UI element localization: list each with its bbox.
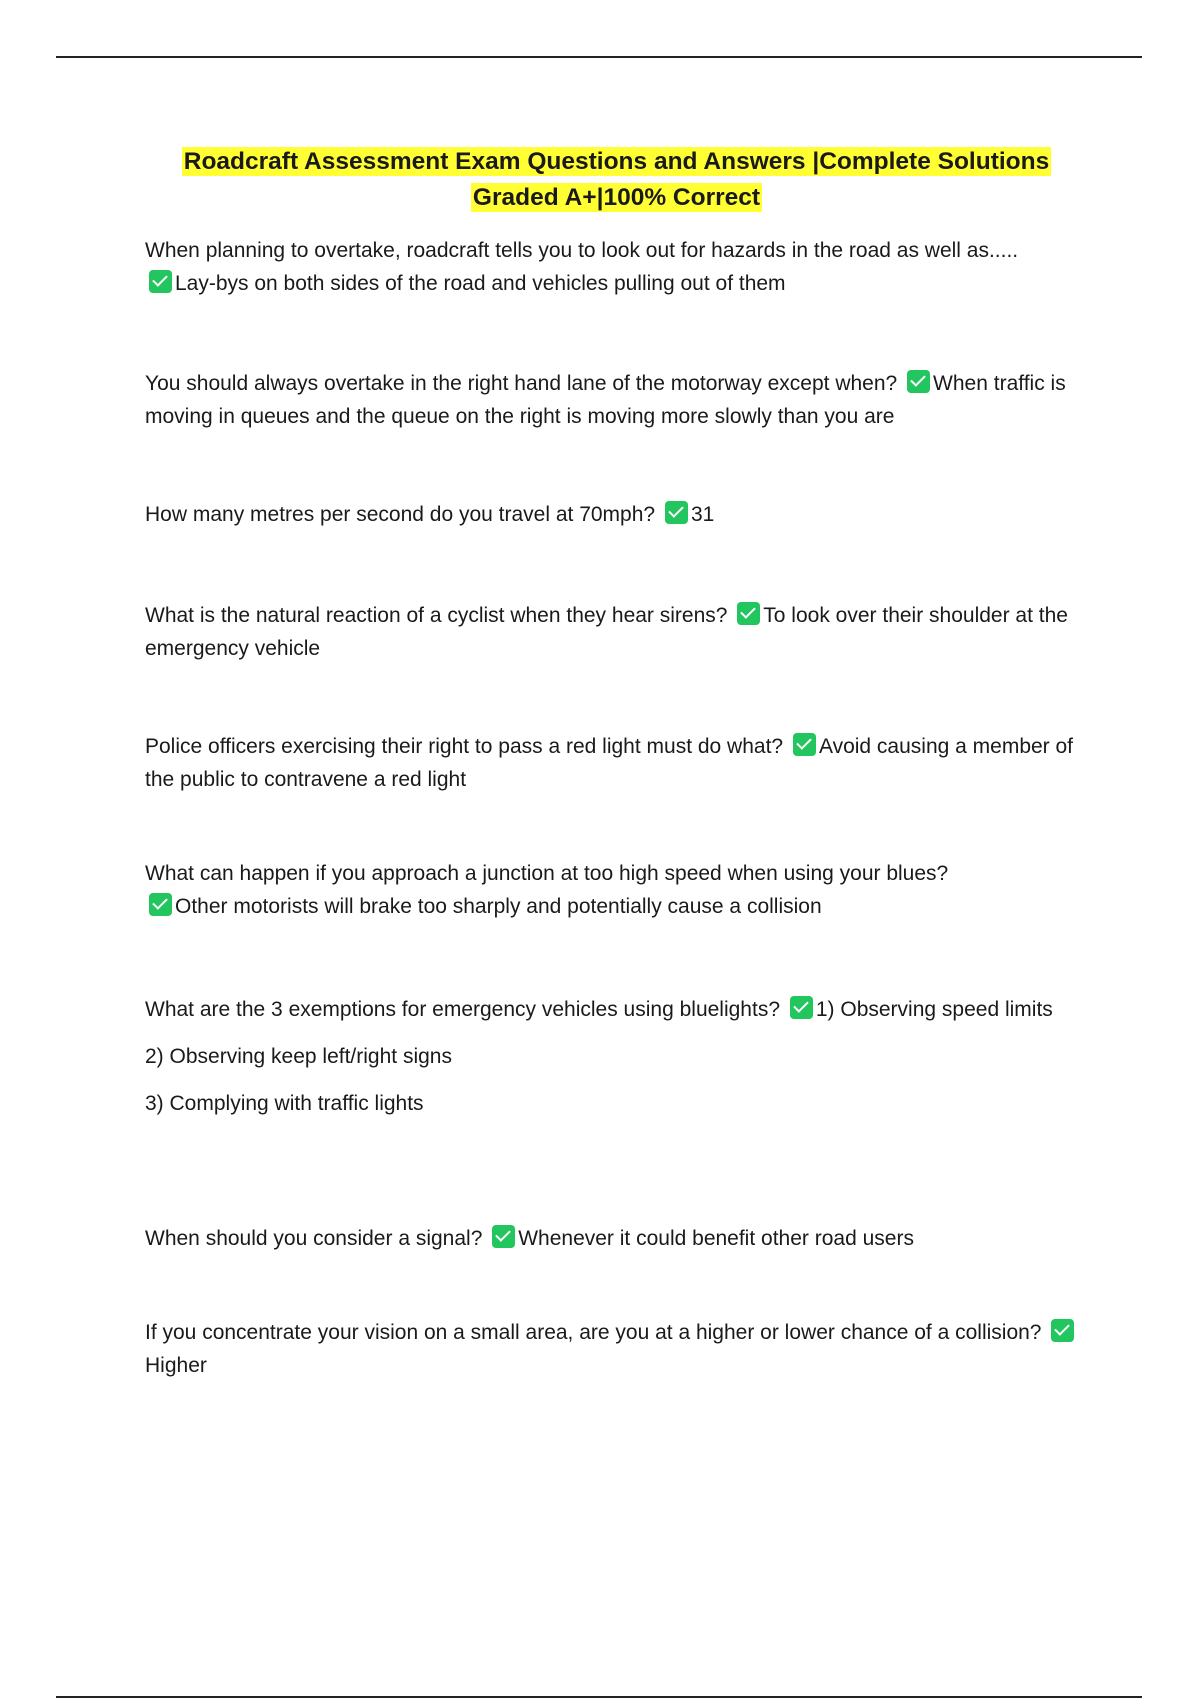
check-icon: [149, 893, 172, 916]
question-text: You should always overtake in the right hand lane of the motorway except when?: [145, 372, 898, 395]
qa-item: [145, 1222, 1095, 1255]
question-text: What is the natural reaction of a cyclist when they hear sirens?: [145, 604, 728, 627]
answer-text: 1) Observing speed limits: [815, 998, 1053, 1021]
question-text: How many metres per second do you travel at 70mph?: [145, 503, 656, 526]
check-icon: [790, 996, 813, 1019]
qa-item: [145, 993, 1095, 1120]
answer-text: Avoid causing a member of the public to contravene a red light: [145, 735, 1074, 791]
qa-item: [145, 498, 1095, 531]
answer-text: When traffic is moving in queues and the queue on the right is moving more slowly than you are: [145, 372, 1066, 428]
check-icon: [492, 1225, 515, 1248]
qa-item: [145, 857, 1095, 923]
question-text: When planning to overtake, roadcraft tells you to look out for hazards in the road as well as.....: [145, 239, 1019, 262]
answer-text: Higher: [145, 1354, 207, 1377]
answer-text: 31: [690, 503, 715, 526]
title-line-2: Graded A+|100% Correct: [472, 184, 761, 211]
qa-item: [145, 599, 1095, 665]
check-icon: [149, 270, 172, 293]
qa-item: [145, 367, 1095, 433]
answer-text: To look over their shoulder at the emergency vehicle: [145, 604, 1068, 660]
answer-extra-line: 2) Observing keep left/right signs: [145, 1045, 452, 1068]
qa-item: [145, 1316, 1095, 1382]
check-icon: [737, 602, 760, 625]
bottom-rule: [56, 1696, 1142, 1698]
question-text: When should you consider a signal?: [145, 1227, 483, 1250]
answer-text: Lay-bys on both sides of the road and vehicles pulling out of them: [175, 272, 786, 295]
document-title: [140, 144, 1093, 216]
check-icon: [665, 501, 688, 524]
answer-extra-line: 3) Complying with traffic lights: [145, 1092, 424, 1115]
qa-item: [145, 234, 1095, 300]
answer-text: Whenever it could benefit other road users: [518, 1227, 914, 1250]
question-text: What are the 3 exemptions for emergency vehicles using bluelights?: [145, 998, 781, 1021]
question-text: If you concentrate your vision on a small area, are you at a higher or lower chance of a collision?: [145, 1321, 1042, 1344]
check-icon: [1051, 1319, 1074, 1342]
question-text: Police officers exercising their right to pass a red light must do what?: [145, 735, 784, 758]
check-icon: [907, 370, 930, 393]
check-icon: [793, 733, 816, 756]
question-text: What can happen if you approach a junction at too high speed when using your blues?: [145, 862, 949, 885]
qa-item: [145, 730, 1095, 796]
answer-text: Other motorists will brake too sharply and potentially cause a collision: [175, 895, 822, 918]
top-rule: [56, 56, 1142, 58]
title-line-1: Roadcraft Assessment Exam Questions and Answers |Complete Solutions: [183, 148, 1050, 175]
